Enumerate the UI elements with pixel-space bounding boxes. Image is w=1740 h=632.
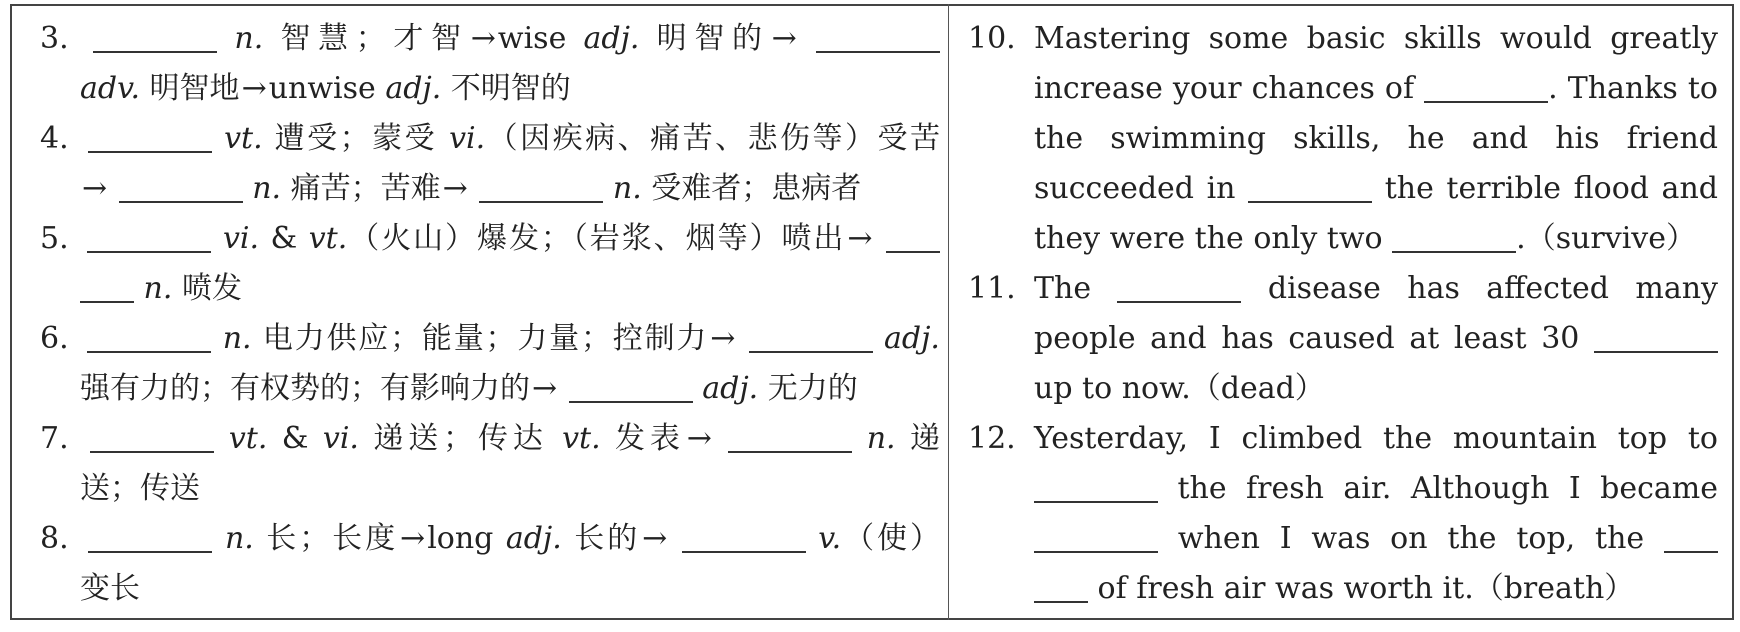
answer-blank[interactable] <box>1424 101 1548 103</box>
definition-text: 发表 <box>600 421 685 456</box>
sentence-text: people and has caused at least 30 <box>1034 321 1580 356</box>
pos-label: vt. <box>562 421 601 456</box>
answer-blank[interactable] <box>479 201 603 203</box>
pos-label: vt. <box>308 221 348 256</box>
pos-label: vt. <box>228 421 268 456</box>
item-number: 4. <box>40 121 69 156</box>
pos-label: v. <box>818 521 842 556</box>
pos-label: vi. <box>322 421 359 456</box>
answer-blank[interactable] <box>1664 551 1718 553</box>
column-divider <box>948 4 949 620</box>
definition-text: 长的 <box>561 521 641 556</box>
word-text: wise <box>497 21 584 56</box>
answer-blank[interactable] <box>1034 551 1158 553</box>
sentence-text: the fresh air. Although I became <box>1177 471 1719 506</box>
pos-label: vi. <box>449 121 486 156</box>
definition-text: （使） <box>841 521 940 556</box>
item-number: 10. <box>968 21 1016 56</box>
pos-label: n. <box>234 21 264 56</box>
definition-text: 递 <box>895 421 940 456</box>
arrow-icon: → <box>241 71 267 106</box>
sentence-text: disease has affected many <box>1267 271 1718 306</box>
pos-label: adv. <box>80 71 141 106</box>
answer-blank[interactable] <box>749 351 873 353</box>
word-text: unwise <box>268 71 386 106</box>
answer-blank[interactable] <box>88 151 212 153</box>
arrow-icon: → <box>686 421 712 456</box>
definition-text: 送；传送 <box>80 471 200 506</box>
hint-text: .（survive） <box>1516 221 1696 256</box>
arrow-icon: → <box>442 171 468 206</box>
item-7 <box>40 414 940 514</box>
definition-text: （火山）爆发；（岩浆、烟等）喷出 <box>347 221 846 256</box>
arrow-icon: → <box>470 21 496 56</box>
definition-text: 电力供应；能量；力量；控制力 <box>251 321 709 356</box>
item-number: 6. <box>40 321 69 356</box>
item-number: 12. <box>968 421 1016 456</box>
definition-text: 受难者；患病者 <box>641 171 862 206</box>
item-6 <box>40 314 940 414</box>
item-12 <box>968 414 1718 614</box>
answer-blank[interactable] <box>1117 301 1241 303</box>
definition-text: 明智的 <box>639 21 770 56</box>
definition-text: 递送；传达 <box>358 421 563 456</box>
definition-text: 强有力的；有权势的；有影响力的 <box>80 371 530 406</box>
pos-label: vi. <box>222 221 260 256</box>
item-number: 7. <box>40 421 69 456</box>
answer-blank[interactable] <box>569 401 693 403</box>
left-column <box>40 14 940 614</box>
pos-label: n. <box>866 421 896 456</box>
item-8 <box>40 514 940 614</box>
arrow-icon: → <box>642 521 668 556</box>
item-number: 5. <box>40 221 69 256</box>
answer-blank-continued[interactable] <box>1034 601 1088 603</box>
sentence-text: when I was on the top, the <box>1177 521 1645 556</box>
sentence-text: they were the only two <box>1034 221 1383 256</box>
hint-text: up to now.（dead） <box>1034 371 1325 406</box>
definition-text: （因疾病、痛苦、悲伤等）受苦 <box>485 121 940 156</box>
item-5 <box>40 214 940 314</box>
item-11 <box>968 264 1718 414</box>
pos-label: adj. <box>884 321 940 356</box>
answer-blank[interactable] <box>119 201 243 203</box>
answer-blank[interactable] <box>88 551 212 553</box>
item-4 <box>40 114 940 214</box>
hint-text: of fresh air was worth it.（breath） <box>1097 571 1635 606</box>
definition-text: 无力的 <box>758 371 858 406</box>
answer-blank[interactable] <box>816 51 940 53</box>
answer-blank[interactable] <box>682 551 806 553</box>
word-text: long <box>427 521 506 556</box>
pos-label: adj. <box>583 21 640 56</box>
sentence-text: the swimming skills, he and his friend <box>1034 121 1718 156</box>
definition-text: 明智地 <box>140 71 240 106</box>
answer-blank[interactable] <box>90 451 214 453</box>
definition-text: 变长 <box>80 571 140 606</box>
item-10 <box>968 14 1718 264</box>
sentence-text: The <box>1034 271 1092 306</box>
answer-blank[interactable] <box>1034 501 1158 503</box>
pos-label: n. <box>222 321 252 356</box>
arrow-icon: → <box>400 521 426 556</box>
pos-label: adj. <box>702 371 759 406</box>
item-number: 11. <box>968 271 1016 306</box>
sentence-text: Mastering some basic skills would greatly <box>1034 21 1718 56</box>
sentence-text: succeeded in <box>1034 171 1236 206</box>
answer-blank[interactable] <box>1594 351 1718 353</box>
item-number: 8. <box>40 521 69 556</box>
pos-label: vt. <box>224 121 263 156</box>
arrow-icon: → <box>771 21 797 56</box>
answer-blank[interactable] <box>93 51 217 53</box>
definition-text: 遭受；蒙受 <box>262 121 450 156</box>
arrow-icon: → <box>532 371 558 406</box>
answer-blank[interactable] <box>1392 251 1516 253</box>
definition-text: 智慧；才智 <box>263 21 469 56</box>
arrow-icon: → <box>710 321 736 356</box>
item-number: 3. <box>40 21 69 56</box>
answer-blank[interactable] <box>87 251 211 253</box>
ampersand-text: & <box>267 421 323 456</box>
ampersand-text: & <box>259 221 309 256</box>
sentence-text: Yesterday, I climbed the mountain top to <box>1034 421 1718 456</box>
answer-blank[interactable] <box>886 251 940 253</box>
definition-text: 不明智的 <box>441 71 571 106</box>
definition-text: 长；长度 <box>253 521 399 556</box>
pos-label: adj. <box>385 71 442 106</box>
sentence-text: the terrible flood and <box>1384 171 1718 206</box>
arrow-icon: → <box>847 221 873 256</box>
pos-label: n. <box>143 271 173 306</box>
pos-label: adj. <box>505 521 562 556</box>
right-column <box>968 14 1718 614</box>
answer-blank[interactable] <box>1248 201 1372 203</box>
pos-label: n. <box>612 171 642 206</box>
answer-blank[interactable] <box>87 351 211 353</box>
sentence-text: increase your chances of <box>1034 71 1415 106</box>
answer-blank[interactable] <box>728 451 852 453</box>
definition-text: 痛苦；苦难 <box>281 171 441 206</box>
sentence-text: . Thanks to <box>1548 71 1718 106</box>
item-3 <box>40 14 940 114</box>
answer-blank-continued[interactable] <box>80 301 134 303</box>
pos-label: n. <box>224 521 254 556</box>
pos-label: n. <box>252 171 282 206</box>
definition-text: 喷发 <box>172 271 242 306</box>
arrow-icon: → <box>82 171 108 206</box>
